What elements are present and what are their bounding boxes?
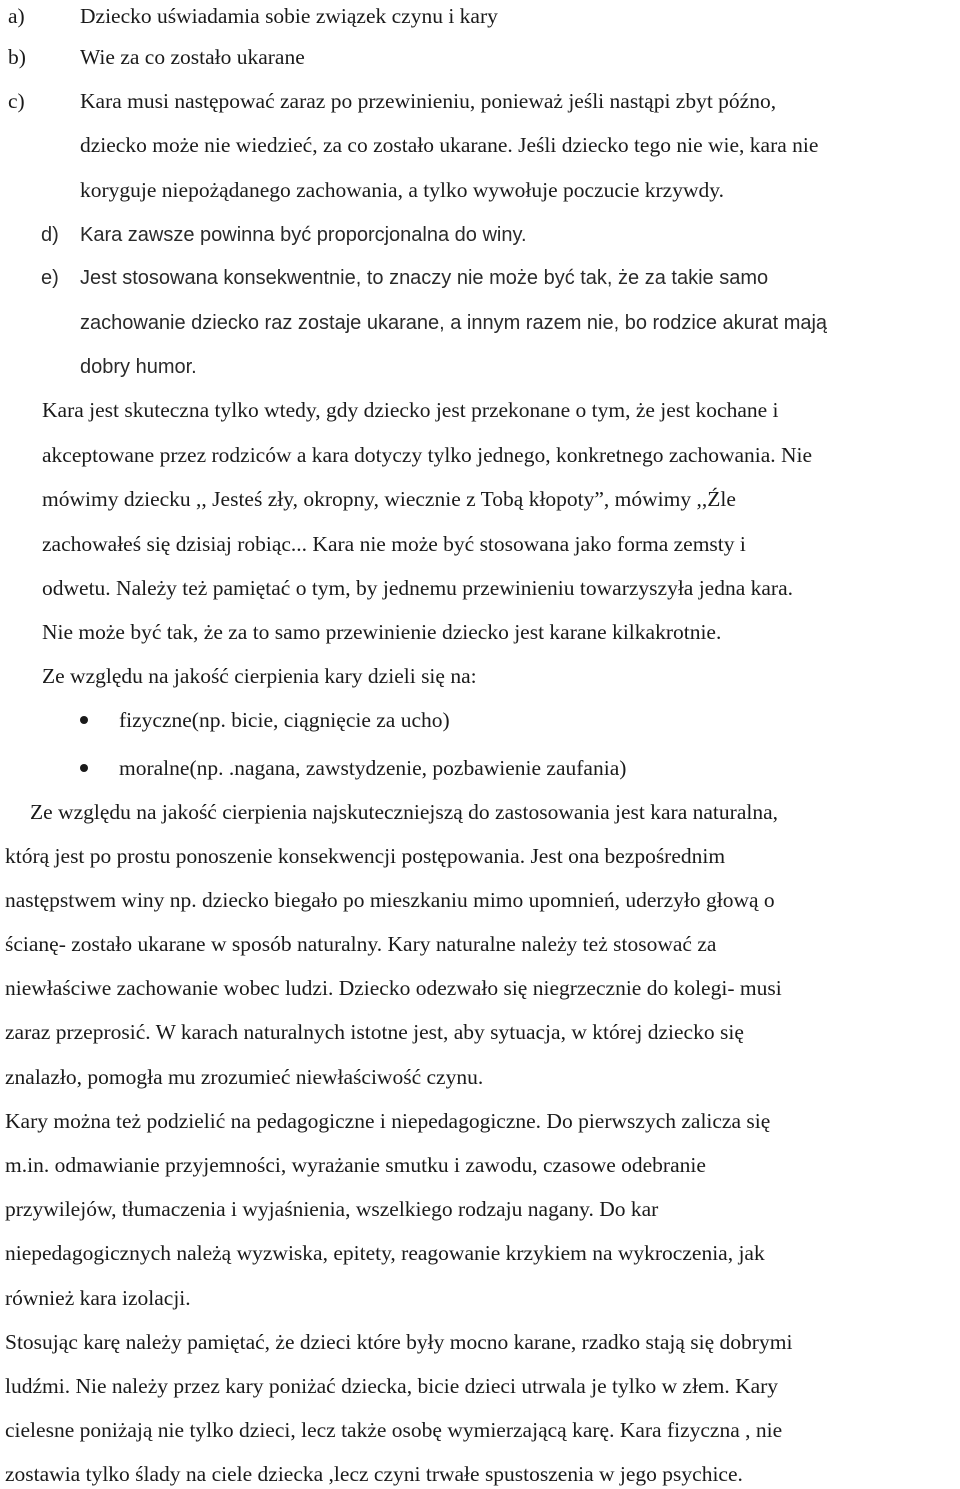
list-item-c-line-1: Kara musi następować zaraz po przewinieniu, ponieważ jeśli nastąpi zbyt późno, bbox=[80, 89, 777, 113]
paragraph-1-line-7: Ze względu na jakość cierpienia kary dzieli się na: bbox=[42, 664, 477, 688]
list-marker-b: b) bbox=[8, 45, 26, 69]
list-item-b-line-1: Wie za co zostało ukarane bbox=[80, 45, 305, 69]
paragraph-1-line-6: Nie może być tak, że za to samo przewinienie dziecko jest karane kilkakrotnie. bbox=[42, 620, 722, 644]
bullet-item-moral: moralne(np. .nagana, zawstydzenie, pozbawienie zaufania) bbox=[119, 756, 627, 780]
bullet-item-physical: fizyczne(np. bicie, ciągnięcie za ucho) bbox=[119, 708, 450, 732]
paragraph-1-line-4: zachowałeś się dzisiaj robiąc... Kara nie może być stosowana jako forma zemsty i bbox=[42, 532, 746, 556]
paragraph-2-line-6: zaraz przeprosić. W karach naturalnych istotne jest, aby sytuacja, w której dziecko się bbox=[5, 1020, 744, 1044]
paragraph-1-line-3: mówimy dziecku ,, Jesteś zły, okropny, wiecznie z Tobą kłopoty”, mówimy ,,Źle bbox=[42, 487, 736, 511]
list-item-a-line-1: Dziecko uświadamia sobie związek czynu i kary bbox=[80, 4, 498, 28]
list-marker-e: e) bbox=[41, 267, 59, 289]
paragraph-2-line-3: następstwem winy np. dziecko biegało po mieszkaniu mimo upomnień, uderzyło głową o bbox=[5, 888, 775, 912]
list-item-c-line-2: dziecko może nie wiedzieć, za co zostało ukarane. Jeśli dziecko tego nie wie, kara nie bbox=[80, 133, 819, 157]
paragraph-2-line-15: cielesne poniżają nie tylko dzieci, lecz także osobę wymierzającą karę. Kara fizyczna , nie bbox=[5, 1418, 783, 1442]
paragraph-2-line-2: którą jest po prostu ponoszenie konsekwencji postępowania. Jest ona bezpośrednim bbox=[5, 844, 726, 868]
paragraph-1-line-1: Kara jest skuteczna tylko wtedy, gdy dziecko jest przekonane o tym, że jest kochane i bbox=[42, 398, 779, 422]
list-item-e-line-1: Jest stosowana konsekwentnie, to znaczy nie może być tak, że za takie samo bbox=[80, 267, 769, 289]
list-marker-d: d) bbox=[41, 224, 59, 246]
paragraph-2-line-9: m.in. odmawianie przyjemności, wyrażanie smutku i zawodu, czasowe odebranie bbox=[5, 1153, 706, 1177]
paragraph-2-line-10: przywilejów, tłumaczenia i wyjaśnienia, wszelkiego rodzaju nagany. Do kar bbox=[5, 1197, 659, 1221]
list-item-e-line-2: zachowanie dziecko raz zostaje ukarane, a innym razem nie, bo rodzice akurat mają bbox=[80, 312, 828, 334]
paragraph-2-line-5: niewłaściwe zachowanie wobec ludzi. Dziecko odezwało się niegrzecznie do kolegi- musi bbox=[5, 976, 782, 1000]
paragraph-1-line-2: akceptowane przez rodziców a kara dotyczy tylko jednego, konkretnego zachowania. Nie bbox=[42, 443, 813, 467]
bullet-icon bbox=[80, 716, 88, 724]
paragraph-2-line-1: Ze względu na jakość cierpienia najskuteczniejszą do zastosowania jest kara naturalna, bbox=[30, 800, 778, 824]
paragraph-2-line-16: zostawia tylko ślady na ciele dziecka ,lecz czyni trwałe spustoszenia w jego psychice. bbox=[5, 1462, 743, 1486]
list-item-d-line-1: Kara zawsze powinna być proporcjonalna do winy. bbox=[80, 224, 527, 246]
bullet-icon bbox=[80, 764, 88, 772]
list-item-e-line-3: dobry humor. bbox=[80, 356, 197, 378]
paragraph-1-line-5: odwetu. Należy też pamiętać o tym, by jednemu przewinieniu towarzyszyła jedna kara. bbox=[42, 576, 794, 600]
paragraph-2-line-12: również kara izolacji. bbox=[5, 1286, 191, 1310]
paragraph-2-line-11: niepedagogicznych należą wyzwiska, epitety, reagowanie krzykiem na wykroczenia, jak bbox=[5, 1241, 765, 1265]
paragraph-2-line-13: Stosując karę należy pamiętać, że dzieci które były mocno karane, rzadko stają się dobrymi bbox=[5, 1330, 793, 1354]
list-item-c-line-3: koryguje niepożądanego zachowania, a tylko wywołuje poczucie krzywdy. bbox=[80, 178, 724, 202]
list-marker-a: a) bbox=[8, 4, 25, 28]
list-marker-c: c) bbox=[8, 89, 25, 113]
paragraph-2-line-14: ludźmi. Nie należy przez kary poniżać dziecka, bicie dzieci utrwala je tylko w złem. Kary bbox=[5, 1374, 779, 1398]
paragraph-2-line-7: znalazło, pomogła mu zrozumieć niewłaściwość czynu. bbox=[5, 1065, 484, 1089]
paragraph-2-line-8: Kary można też podzielić na pedagogiczne i niepedagogiczne. Do pierwszych zalicza się bbox=[5, 1109, 771, 1133]
paragraph-2-line-4: ścianę- zostało ukarane w sposób naturalny. Kary naturalne należy też stosować za bbox=[5, 932, 717, 956]
